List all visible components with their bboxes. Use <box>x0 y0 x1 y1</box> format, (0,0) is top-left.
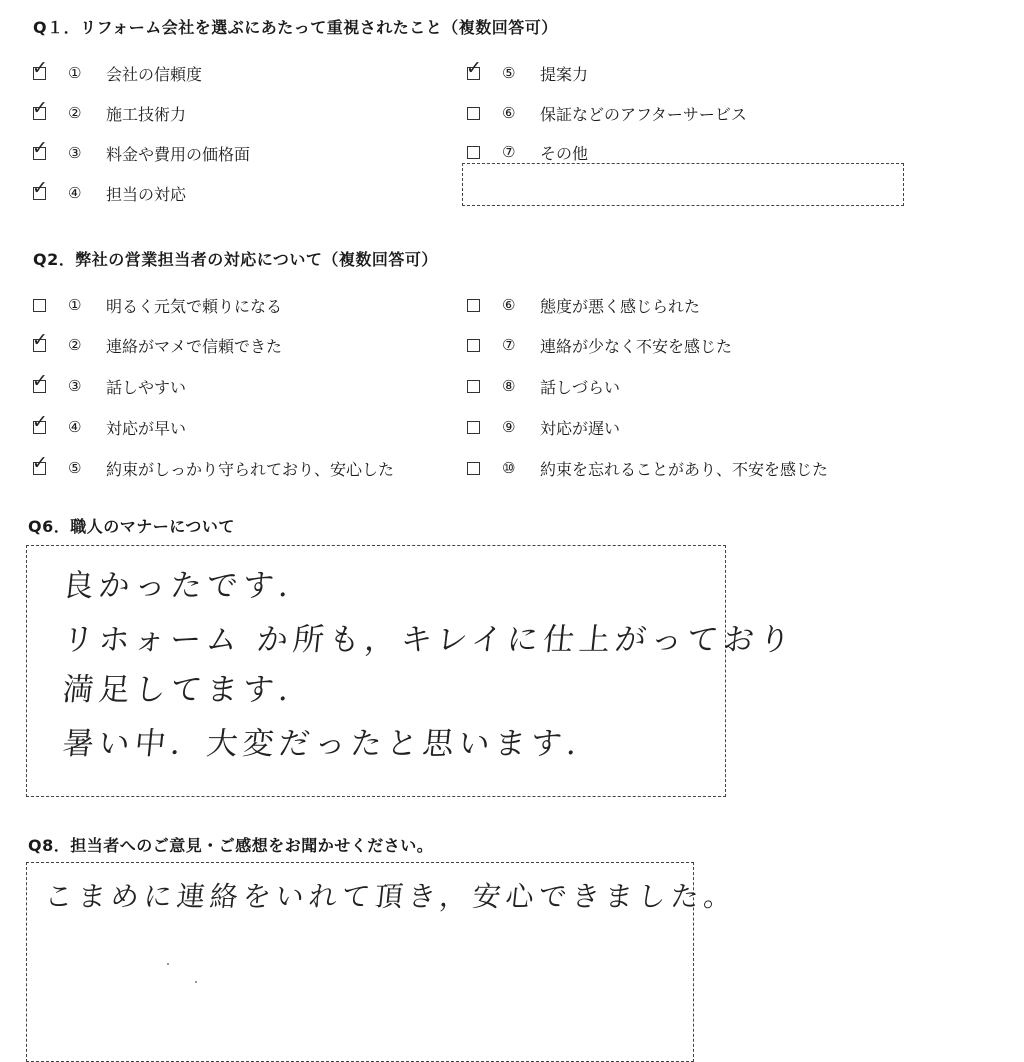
checkbox[interactable] <box>467 146 480 159</box>
option-number: ⑤ <box>502 64 516 82</box>
check-mark-icon: ✓ <box>32 410 48 433</box>
q1-option-4[interactable] <box>32 176 187 205</box>
q2-option-9[interactable] <box>467 415 620 439</box>
option-number: ⑦ <box>502 336 516 354</box>
q1-option-7[interactable] <box>467 140 588 164</box>
q2-option-10[interactable] <box>467 456 828 480</box>
q1-other-input[interactable] <box>462 163 904 206</box>
checkbox[interactable] <box>32 369 48 393</box>
handwritten-line: 満足してます. <box>60 672 296 708</box>
option-number: ② <box>68 336 82 354</box>
option-number: ⑥ <box>502 104 516 122</box>
option-number: ⑨ <box>502 418 516 436</box>
handwritten-line: 良かったです. <box>60 568 296 604</box>
scan-speck <box>167 963 169 965</box>
option-label: 連絡がマメで信頼できた <box>106 336 283 356</box>
handwritten-line: こまめに連絡をいれて頂き，安心できました。 <box>43 880 739 913</box>
checkbox[interactable] <box>467 299 480 312</box>
q2-option-4[interactable] <box>32 410 187 439</box>
option-number: ① <box>68 296 82 314</box>
checkbox[interactable] <box>466 56 482 80</box>
option-label: 態度が悪く感じられた <box>540 296 701 316</box>
option-label: 施工技術力 <box>106 104 187 124</box>
option-number: ⑦ <box>502 143 516 161</box>
checkbox[interactable] <box>32 136 48 160</box>
checkbox[interactable] <box>467 107 480 120</box>
option-label: 連絡が少なく不安を感じた <box>540 336 733 356</box>
option-label: 約束がしっかり守られており、安心した <box>106 459 395 479</box>
q2-option-3[interactable] <box>32 369 187 398</box>
checkbox[interactable] <box>467 380 480 393</box>
option-number: ⑩ <box>502 459 516 477</box>
q8-title: Q8．担当者へのご意見・ご感想をお聞かせください。 <box>28 836 434 855</box>
q1-title: Q１．リフォーム会社を選ぶにあたって重視されたこと（複数回答可） <box>33 18 558 37</box>
checkbox[interactable] <box>32 451 48 475</box>
checkbox[interactable] <box>32 328 48 352</box>
option-number: ③ <box>68 377 82 395</box>
checkbox[interactable] <box>32 176 48 200</box>
q2-option-5[interactable] <box>32 451 395 480</box>
option-label: その他 <box>540 143 589 163</box>
q1-option-1[interactable] <box>32 56 203 85</box>
option-number: ④ <box>68 418 82 436</box>
option-label: 担当の対応 <box>106 184 187 204</box>
check-mark-icon: ✓ <box>32 328 48 351</box>
q1-option-5[interactable] <box>466 56 589 85</box>
option-number: ⑧ <box>502 377 516 395</box>
option-number: ④ <box>68 184 82 202</box>
option-label: 対応が遅い <box>540 418 621 438</box>
option-number: ⑤ <box>68 459 82 477</box>
option-label: 提案力 <box>540 64 589 84</box>
scan-speck <box>195 981 197 983</box>
check-mark-icon: ✓ <box>32 369 48 392</box>
option-number: ⑥ <box>502 296 516 314</box>
q2-option-6[interactable] <box>467 293 700 317</box>
check-mark-icon: ✓ <box>32 176 48 199</box>
check-mark-icon: ✓ <box>466 56 482 79</box>
check-mark-icon: ✓ <box>32 136 48 159</box>
option-label: 話しづらい <box>540 377 621 397</box>
q2-option-1[interactable] <box>33 293 282 317</box>
handwritten-line: リホォーム か所も，キレイに仕上がっており <box>60 622 797 658</box>
option-number: ③ <box>68 144 82 162</box>
option-label: 話しやすい <box>106 377 187 397</box>
checkbox[interactable] <box>32 56 48 80</box>
q1-option-2[interactable] <box>32 96 187 125</box>
option-label: 会社の信頼度 <box>106 64 203 84</box>
checkbox[interactable] <box>467 421 480 434</box>
checkbox[interactable] <box>32 410 48 434</box>
check-mark-icon: ✓ <box>32 451 48 474</box>
checkbox[interactable] <box>33 299 46 312</box>
checkbox[interactable] <box>467 339 480 352</box>
option-number: ② <box>68 104 82 122</box>
q2-title: Q2．弊社の営業担当者の対応について（複数回答可） <box>33 250 438 269</box>
q8-answer-box[interactable] <box>26 862 739 1062</box>
handwritten-line: 暑い中．大変だったと思います. <box>60 726 584 762</box>
q1-option-3[interactable] <box>32 136 251 165</box>
option-label: 対応が早い <box>106 418 187 438</box>
option-number: ① <box>68 64 82 82</box>
option-label: 保証などのアフターサービス <box>540 104 747 124</box>
option-label: 約束を忘れることがあり、不安を感じた <box>540 459 829 479</box>
q2-option-2[interactable] <box>32 328 283 357</box>
check-mark-icon: ✓ <box>32 56 48 79</box>
q2-option-7[interactable] <box>467 333 732 357</box>
checkbox[interactable] <box>467 462 480 475</box>
option-label: 料金や費用の価格面 <box>106 144 251 164</box>
q1-option-6[interactable] <box>467 101 747 125</box>
checkbox[interactable] <box>32 96 48 120</box>
q6-title: Q6．職人のマナーについて <box>28 517 235 536</box>
option-label: 明るく元気で頼りになる <box>106 296 283 316</box>
check-mark-icon: ✓ <box>32 96 48 119</box>
q2-option-8[interactable] <box>467 374 620 398</box>
q6-answer-box[interactable] <box>26 545 797 797</box>
